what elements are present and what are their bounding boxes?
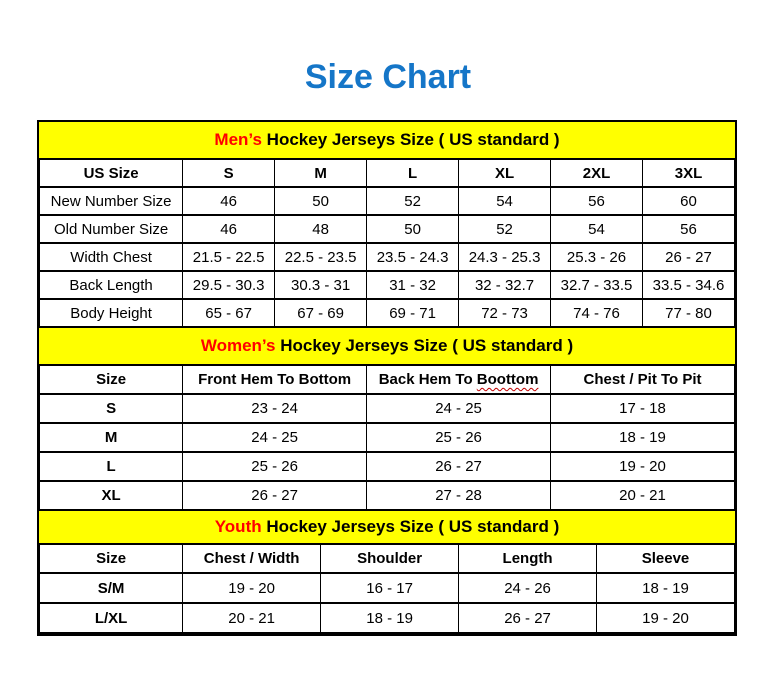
row-label-cell: XL	[40, 481, 183, 510]
column-header-row	[40, 365, 735, 394]
value-cell: 46	[183, 187, 275, 215]
value-cell: 54	[551, 215, 643, 243]
value-cell: 22.5 - 23.5	[275, 243, 367, 271]
column-header-cell: L	[367, 159, 459, 187]
table-row	[40, 243, 735, 271]
value-cell: 32 - 32.7	[459, 271, 551, 299]
column-header-cell: Size	[40, 544, 183, 573]
row-label-cell: Old Number Size	[40, 215, 183, 243]
youth-section-header	[39, 511, 735, 543]
youth-section-header-highlight: Youth	[214, 517, 262, 536]
table-row	[40, 452, 735, 481]
column-header-cell: US Size	[40, 159, 183, 187]
table-row	[40, 271, 735, 299]
column-header-cell: XL	[459, 159, 551, 187]
row-label-cell: L/XL	[40, 603, 183, 633]
column-header-cell	[367, 365, 551, 394]
value-cell: 23 - 24	[183, 394, 367, 423]
value-cell: 16 - 17	[321, 573, 459, 603]
column-header-cell: Length	[459, 544, 597, 573]
womens-section-header-rest: Hockey Jerseys Size ( US standard )	[275, 336, 574, 355]
row-label-cell: S	[40, 394, 183, 423]
column-header-cell: Chest / Width	[183, 544, 321, 573]
mens-section-header-rest: Hockey Jerseys Size ( US standard )	[261, 130, 560, 149]
value-cell: 56	[551, 187, 643, 215]
mens-section-header	[39, 122, 735, 158]
value-cell: 18 - 19	[321, 603, 459, 633]
womens-size-table	[39, 364, 735, 511]
table-row	[40, 603, 735, 633]
value-cell: 17 - 18	[551, 394, 735, 423]
value-cell: 77 - 80	[643, 299, 735, 327]
womens-section-header	[39, 328, 735, 364]
youth-section-header-rest: Hockey Jerseys Size ( US standard )	[261, 517, 560, 536]
value-cell: 33.5 - 34.6	[643, 271, 735, 299]
value-cell: 52	[367, 187, 459, 215]
value-cell: 24 - 25	[367, 394, 551, 423]
value-cell: 21.5 - 22.5	[183, 243, 275, 271]
size-chart-tables	[37, 120, 737, 636]
column-header-cell: Size	[40, 365, 183, 394]
womens-section-header-highlight: Women’s	[200, 336, 276, 355]
row-label-cell: Width Chest	[40, 243, 183, 271]
column-header-row	[40, 544, 735, 573]
value-cell: 19 - 20	[183, 573, 321, 603]
value-cell: 25.3 - 26	[551, 243, 643, 271]
value-cell: 24 - 26	[459, 573, 597, 603]
column-header-cell: 3XL	[643, 159, 735, 187]
youth-size-table	[39, 543, 735, 634]
value-cell: 65 - 67	[183, 299, 275, 327]
value-cell: 26 - 27	[459, 603, 597, 633]
value-cell: 30.3 - 31	[275, 271, 367, 299]
table-row	[40, 481, 735, 510]
page-title: Size Chart	[304, 58, 472, 96]
value-cell: 25 - 26	[367, 423, 551, 452]
value-cell: 24 - 25	[183, 423, 367, 452]
value-cell: 23.5 - 24.3	[367, 243, 459, 271]
column-header-cell: Sleeve	[597, 544, 735, 573]
value-cell: 31 - 32	[367, 271, 459, 299]
value-cell: 27 - 28	[367, 481, 551, 510]
value-cell: 69 - 71	[367, 299, 459, 327]
row-label-cell: S/M	[40, 573, 183, 603]
mens-size-table	[39, 158, 735, 328]
value-cell: 52	[459, 215, 551, 243]
column-header-cell: M	[275, 159, 367, 187]
value-cell: 72 - 73	[459, 299, 551, 327]
column-header-cell: Chest / Pit To Pit	[551, 365, 735, 394]
value-cell: 46	[183, 215, 275, 243]
value-cell: 54	[459, 187, 551, 215]
value-cell: 20 - 21	[183, 603, 321, 633]
mens-section	[39, 122, 735, 328]
value-cell: 26 - 27	[643, 243, 735, 271]
row-label-cell: M	[40, 423, 183, 452]
value-cell: 25 - 26	[183, 452, 367, 481]
value-cell: 26 - 27	[367, 452, 551, 481]
value-cell: 60	[643, 187, 735, 215]
value-cell: 26 - 27	[183, 481, 367, 510]
value-cell: 32.7 - 33.5	[551, 271, 643, 299]
value-cell: 18 - 19	[597, 573, 735, 603]
value-cell: 24.3 - 25.3	[459, 243, 551, 271]
row-label-cell: Back Length	[40, 271, 183, 299]
table-row	[40, 215, 735, 243]
column-header-row	[40, 159, 735, 187]
value-cell: 56	[643, 215, 735, 243]
value-cell: 29.5 - 30.3	[183, 271, 275, 299]
column-header-cell: S	[183, 159, 275, 187]
value-cell: 74 - 76	[551, 299, 643, 327]
womens-section	[39, 328, 735, 511]
column-header-text: Back Hem To	[378, 371, 477, 388]
column-header-cell: 2XL	[551, 159, 643, 187]
value-cell: 50	[275, 187, 367, 215]
value-cell: 67 - 69	[275, 299, 367, 327]
value-cell: 20 - 21	[551, 481, 735, 510]
row-label-cell: New Number Size	[40, 187, 183, 215]
value-cell: 50	[367, 215, 459, 243]
value-cell: 18 - 19	[551, 423, 735, 452]
column-header-cell: Front Hem To Bottom	[183, 365, 367, 394]
table-row	[40, 394, 735, 423]
table-row	[40, 187, 735, 215]
value-cell: 19 - 20	[597, 603, 735, 633]
table-row	[40, 423, 735, 452]
column-header-cell: Shoulder	[321, 544, 459, 573]
value-cell: 19 - 20	[551, 452, 735, 481]
table-row	[40, 573, 735, 603]
youth-section	[39, 511, 735, 634]
value-cell: 48	[275, 215, 367, 243]
row-label-cell: Body Height	[40, 299, 183, 327]
table-row	[40, 299, 735, 327]
row-label-cell: L	[40, 452, 183, 481]
mens-section-header-highlight: Men’s	[214, 130, 262, 149]
misspelled-word: Boottom	[476, 371, 539, 388]
